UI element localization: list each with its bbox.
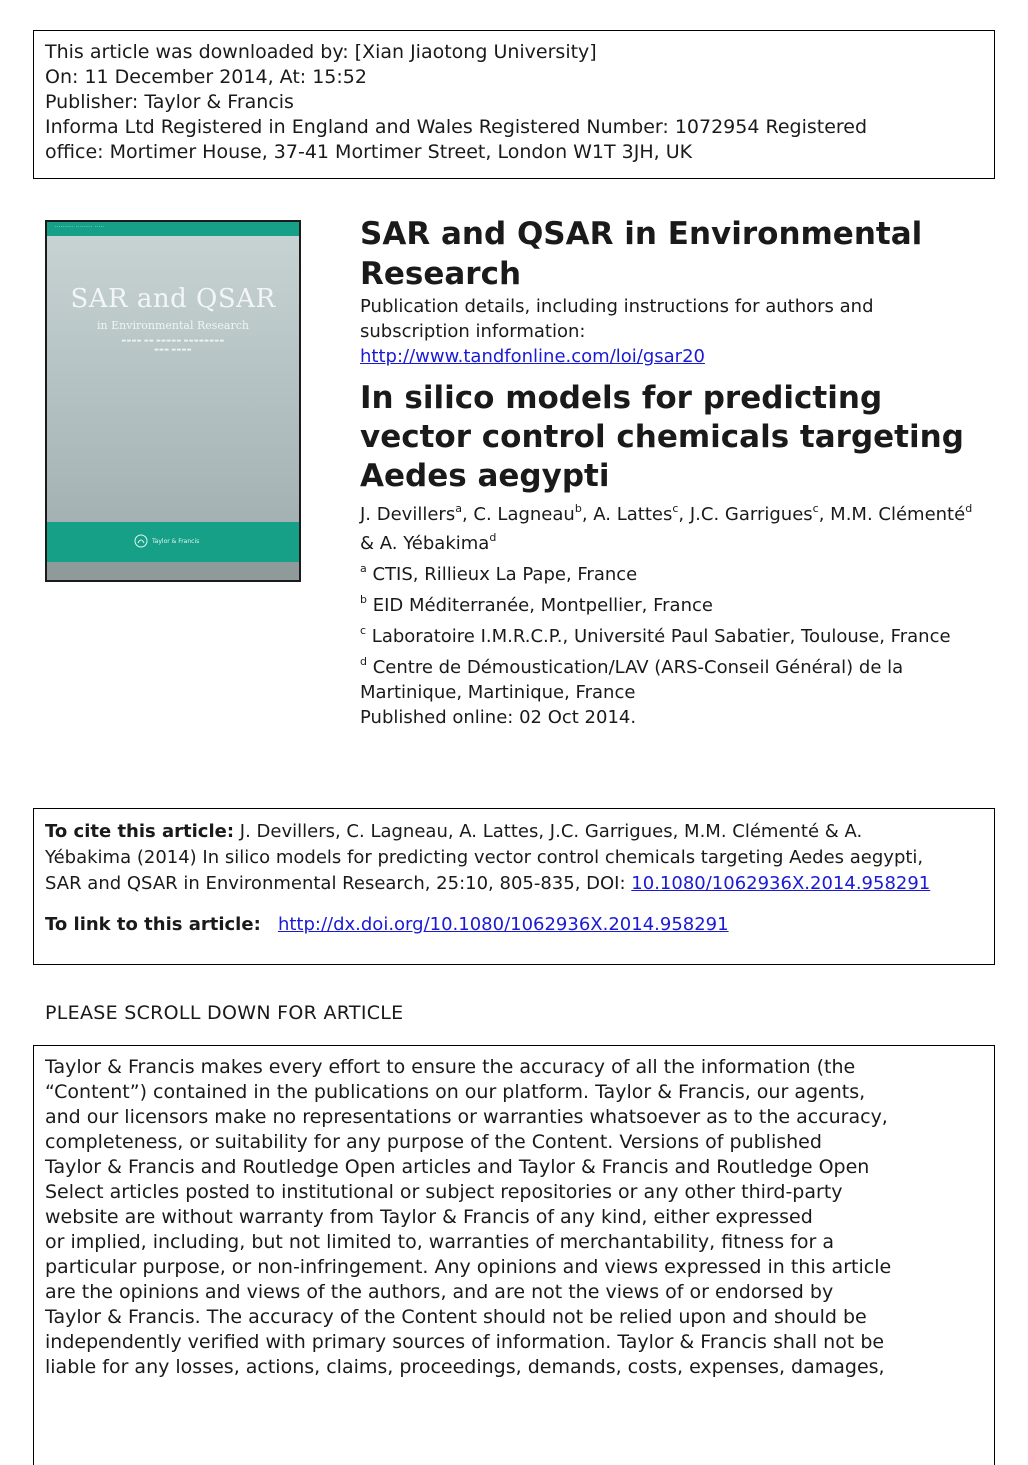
article-header	[360, 214, 990, 730]
disclaimer-line: completeness, or suitability for any purpose of the Content. Versions of published	[45, 1131, 822, 1153]
cover-title: SAR and QSAR	[70, 284, 276, 314]
author-affiliation-mark: c	[672, 502, 679, 515]
affiliation-c	[360, 624, 990, 649]
citation-box	[33, 808, 995, 965]
disclaimer-line: Taylor & Francis. The accuracy of the Content should not be relied upon and should be	[45, 1306, 867, 1328]
publisher-logo-icon	[134, 534, 148, 548]
article-permalink[interactable]: http://dx.doi.org/10.1080/1062936X.2014.958291	[277, 914, 729, 935]
download-line-source: This article was downloaded by: [Xian Jiaotong University]	[45, 41, 597, 63]
disclaimer-box	[33, 1045, 995, 1465]
disclaimer-line: are the opinions and views of the authors, and are not the views of or endorsed by	[45, 1281, 834, 1303]
author-affiliation-mark: d	[965, 502, 973, 515]
disclaimer-line: independently verified with primary sources of information. Taylor & Francis shall not be	[45, 1331, 885, 1353]
author-name: M.M. Clémenté	[830, 504, 966, 525]
article-link-row	[45, 912, 983, 938]
citation-doi-link[interactable]: 10.1080/1062936X.2014.958291	[631, 873, 931, 894]
affiliation-key: b	[360, 593, 367, 606]
author-affiliation-mark: b	[574, 502, 582, 515]
affiliation-d	[360, 655, 990, 705]
author-affiliation-mark: c	[812, 502, 819, 515]
disclaimer-line: Select articles posted to institutional or subject repositories or any other third-party	[45, 1181, 843, 1203]
affiliation-text: EID Méditerranée, Montpellier, France	[372, 595, 713, 616]
cover-publisher-logo	[134, 534, 199, 548]
citation-text	[45, 819, 983, 897]
cover-top-band-text: ·········· ········· ·····	[55, 224, 105, 230]
journal-details-line-1: Publication details, including instructions for authors and	[360, 296, 874, 317]
scroll-down-notice: PLEASE SCROLL DOWN FOR ARTICLE	[45, 1002, 404, 1024]
disclaimer-line: Taylor & Francis makes every effort to ensure the accuracy of all the information (the	[45, 1056, 856, 1078]
affiliation-text: CTIS, Rillieux La Pape, France	[372, 564, 638, 585]
disclaimer-line: Taylor & Francis and Routledge Open articles and Taylor & Francis and Routledge Open	[45, 1156, 870, 1178]
download-line-registration: Informa Ltd Registered in England and Wales Registered Number: 1072954 Registered	[45, 116, 868, 138]
author-separator: ,	[581, 504, 594, 525]
author-name: A. Yébakima	[379, 533, 490, 554]
disclaimer-line: liable for any losses, actions, claims, proceedings, demands, costs, expenses, damages,	[45, 1356, 885, 1378]
author-name: J.C. Garrigues	[689, 504, 813, 525]
disclaimer-line: “Content”) contained in the publications on our platform. Taylor & Francis, our agents,	[45, 1081, 866, 1103]
published-online-date: Published online: 02 Oct 2014.	[360, 707, 637, 728]
affiliation-key: a	[360, 562, 367, 575]
author-separator: &	[360, 533, 380, 554]
disclaimer-line: or implied, including, but not limited to, warranties of merchantability, fitness for a	[45, 1231, 834, 1253]
affiliation-text: Laboratoire I.M.R.C.P., Université Paul Sabatier, Toulouse, France	[371, 626, 951, 647]
author-affiliation-mark: d	[489, 531, 497, 544]
disclaimer-line: and our licensors make no representations or warranties whatsoever as to the accuracy,	[45, 1106, 888, 1128]
author-separator: ,	[818, 504, 831, 525]
affiliation-a	[360, 562, 990, 587]
author-name: J. Devillers	[360, 504, 456, 525]
journal-title: SAR and QSAR in Environmental Research	[360, 216, 923, 292]
disclaimer-line: particular purpose, or non-infringement. Any opinions and views expressed in this article	[45, 1256, 892, 1278]
affiliation-b	[360, 593, 990, 618]
citation-line-3: SAR and QSAR in Environmental Research, 25:10, 805-835, DOI:	[45, 873, 626, 894]
download-line-publisher: Publisher: Taylor & Francis	[45, 91, 294, 113]
journal-details-line-2: subscription information:	[360, 321, 586, 342]
cover-top-band	[47, 222, 299, 236]
article-link-label: To link to this article:	[45, 914, 261, 935]
citation-line-1: J. Devillers, C. Lagneau, A. Lattes, J.C. Garrigues, M.M. Clémenté & A.	[239, 821, 863, 842]
cover-editors: ▬▬▬▬ ▬▬ ▬▬▬▬▬ ▬▬▬▬▬▬▬▬ ▬▬▬ ▬▬▬▬	[121, 338, 225, 353]
affiliation-key: c	[360, 624, 367, 637]
affiliation-text: Centre de Démoustication/LAV (ARS-Conseil Général) de la Martinique, Martinique, France	[360, 657, 904, 703]
download-notice	[33, 30, 995, 179]
disclaimer-line: website are without warranty from Taylor & Francis of any kind, either expressed	[45, 1206, 813, 1228]
cover-subtitle: in Environmental Research	[97, 319, 249, 332]
citation-label: To cite this article:	[45, 821, 235, 842]
author-affiliation-mark: a	[455, 502, 462, 515]
journal-url-link[interactable]: http://www.tandfonline.com/loi/gsar20	[360, 346, 705, 367]
cover-publisher-name: Taylor & Francis	[152, 537, 200, 545]
cover-footer-strip	[47, 562, 299, 582]
citation-line-2: Yébakima (2014) In silico models for predicting vector control chemicals targeting Aedes aegypti,	[45, 847, 924, 868]
author-separator: ,	[461, 504, 474, 525]
article-title: In silico models for predicting vector control chemicals targeting Aedes aegypti	[360, 380, 964, 494]
download-line-date: On: 11 December 2014, At: 15:52	[45, 66, 367, 88]
download-line-office: office: Mortimer House, 37-41 Mortimer Street, London W1T 3JH, UK	[45, 141, 693, 163]
author-name: A. Lattes	[593, 504, 673, 525]
author-name: C. Lagneau	[473, 504, 575, 525]
journal-cover-image	[45, 220, 301, 582]
author-separator: ,	[678, 504, 690, 525]
affiliation-key: d	[360, 655, 367, 668]
author-list	[360, 500, 990, 558]
